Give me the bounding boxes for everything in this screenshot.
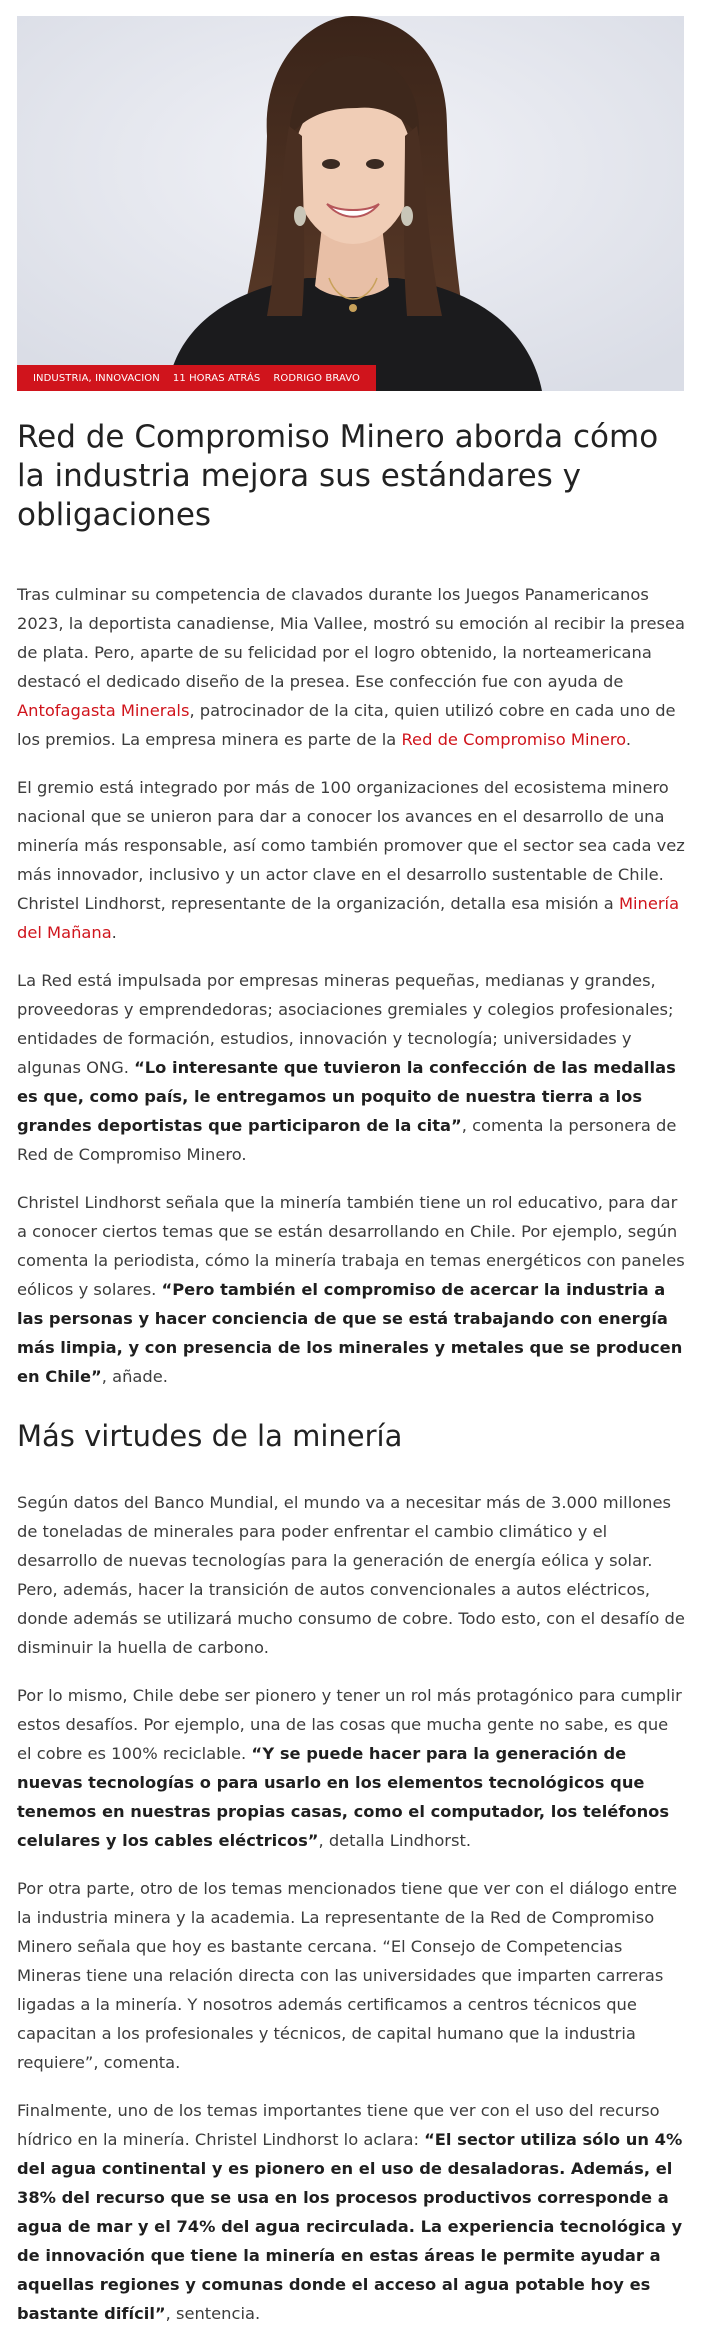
paragraph-2: El gremio está integrado por más de 100 organizaciones del ecosistema minero nacional que se unieron para dar a conocer los avances en el desarrollo de una minería más responsable, así como también promover que el sector sea cada vez más innovador, inclusivo y un actor clave en el desarrollo sustentable de Chile. Christel Lindhorst, representante de la organización, detalla esa misión a Minería del Mañana.	[17, 778, 685, 942]
section-subtitle: Más virtudes de la minería	[17, 1419, 403, 1453]
link-red-compromiso-minero[interactable]: Red de Compromiso Minero	[401, 730, 626, 749]
article-body	[17, 580, 685, 2347]
article-meta-bar	[17, 365, 376, 391]
category-links[interactable]: INDUSTRIA, INNOVACION	[33, 372, 160, 384]
quote-recurso-hidrico: “El sector utiliza sólo un 4% del agua continental y es pionero en el uso de desaladoras. Además, el 38% del recurso que se usa en los procesos productivos corresponde a agua de mar y el 74% del agua recirculada. La experiencia tecnológica y de innovación que tiene la minería en estas áreas le permite ayudar a aquellas regiones y comunas donde el acceso al agua potable hoy es bastante difícil”	[17, 2130, 683, 2323]
quote-medallas: “Lo interesante que tuvieron la confección de las medallas es que, como país, le entregamos un poquito de nuestra tierra a los grandes deportistas que participaron de la cita”	[17, 1058, 676, 1135]
article-title: Red de Compromiso Minero aborda cómo la industria mejora sus estándares y obligaciones	[17, 419, 659, 533]
paragraph-6: Por lo mismo, Chile debe ser pionero y tener un rol más protagónico para cumplir estos desafíos. Por ejemplo, una de las cosas que mucha gente no sabe, es que el cobre es 100% reciclable. “Y se puede hacer para la generación de nuevas tecnologías o para usarlo en los elementos tecnológicos que tenemos en nuestras propias casas, como el computador, los teléfonos celulares y los cables eléctricos”, detalla Lindhorst.	[17, 1686, 682, 1850]
link-antofagasta-minerals[interactable]: Antofagasta Minerals	[17, 701, 190, 720]
link-mineria-del-manana[interactable]: Minería del Mañana	[17, 894, 680, 942]
quote-energia-limpia: “Pero también el compromiso de acercar la industria a las personas y hacer conciencia de que se está trabajando con energía más limpia, y con presencia de los minerales y metales que se producen en Chile”	[17, 1280, 683, 1386]
paragraph-4: Christel Lindhorst señala que la minería también tiene un rol educativo, para dar a conocer ciertos temas que se están desarrollando en Chile. Por ejemplo, según comenta la periodista, cómo la minería trabaja en temas energéticos con paneles eólicos y solares. “Pero también el compromiso de acercar la industria a las personas y hacer conciencia de que se está trabajando con energía más limpia, y con presencia de los minerales y metales que se producen en Chile”, añade.	[17, 1193, 685, 1386]
author-link[interactable]: RODRIGO BRAVO	[273, 372, 361, 384]
publish-time: 11 HORAS ATRÁS	[172, 372, 261, 384]
paragraph-1: Tras culminar su competencia de clavados durante los Juegos Panamericanos 2023, la deportista canadiense, Mia Vallee, mostró su emoción al recibir la presea de plata. Pero, aparte de su felicidad por el logro obtenido, la norteamericana destacó el dedicado diseño de la presea. Ese confección fue con ayuda de Antofagasta Minerals, patrocinador de la cita, quien utilizó cobre en cada uno de los premios. La empresa minera es parte de la Red de Compromiso Minero.	[17, 585, 685, 749]
paragraph-7: Por otra parte, otro de los temas mencionados tiene que ver con el diálogo entre la industria minera y la academia. La representante de la Red de Compromiso Minero señala que hoy es bastante cercana. “El Consejo de Competencias Mineras tiene una relación directa con las universidades que imparten carreras ligadas a la minería. Y nosotros además certificamos a centros técnicos que capacitan a los profesionales y técnicos, de capital humano que la industria requiere”, comenta.	[17, 1879, 678, 2072]
paragraph-5: Según datos del Banco Mundial, el mundo va a necesitar más de 3.000 millones de toneladas de minerales para poder enfrentar el cambio climático y el desarrollo de nuevas tecnologías para la generación de energía eólica y solar. Pero, además, hacer la transición de autos convencionales a autos eléctricos, donde además se utilizará mucho consumo de cobre. Todo esto, con el desafío de disminuir la huella de carbono.	[17, 1493, 685, 1657]
paragraph-8: Finalmente, uno de los temas importantes tiene que ver con el uso del recurso hídrico en la minería. Christel Lindhorst lo aclara: “El sector utiliza sólo un 4% del agua continental y es pionero en el uso de desaladoras. Además, el 38% del recurso que se usa en los procesos productivos corresponde a agua de mar y el 74% del agua recirculada. La experiencia tecnológica y de innovación que tiene la minería en estas áreas le permite ayudar a aquellas regiones y comunas donde el acceso al agua potable hoy es bastante difícil”, sentencia.	[17, 2101, 683, 2323]
quote-cobre-reciclable: “Y se puede hacer para la generación de nuevas tecnologías o para usarlo en los elementos tecnológicos que tenemos en nuestras propias casas, como el computador, los teléfonos celulares y los cables eléctricos”	[17, 1744, 670, 1850]
hero-image[interactable]	[17, 16, 684, 391]
paragraph-3: La Red está impulsada por empresas mineras pequeñas, medianas y grandes, proveedoras y emprendedoras; asociaciones gremiales y colegios profesionales; entidades de formación, estudios, innovación y tecnología; universidades y algunas ONG. “Lo interesante que tuvieron la confección de las medallas es que, como país, le entregamos un poquito de nuestra tierra a los grandes deportistas que participaron de la cita”, comenta la personera de Red de Compromiso Minero.	[17, 971, 677, 1164]
portrait-illustration	[17, 16, 684, 391]
